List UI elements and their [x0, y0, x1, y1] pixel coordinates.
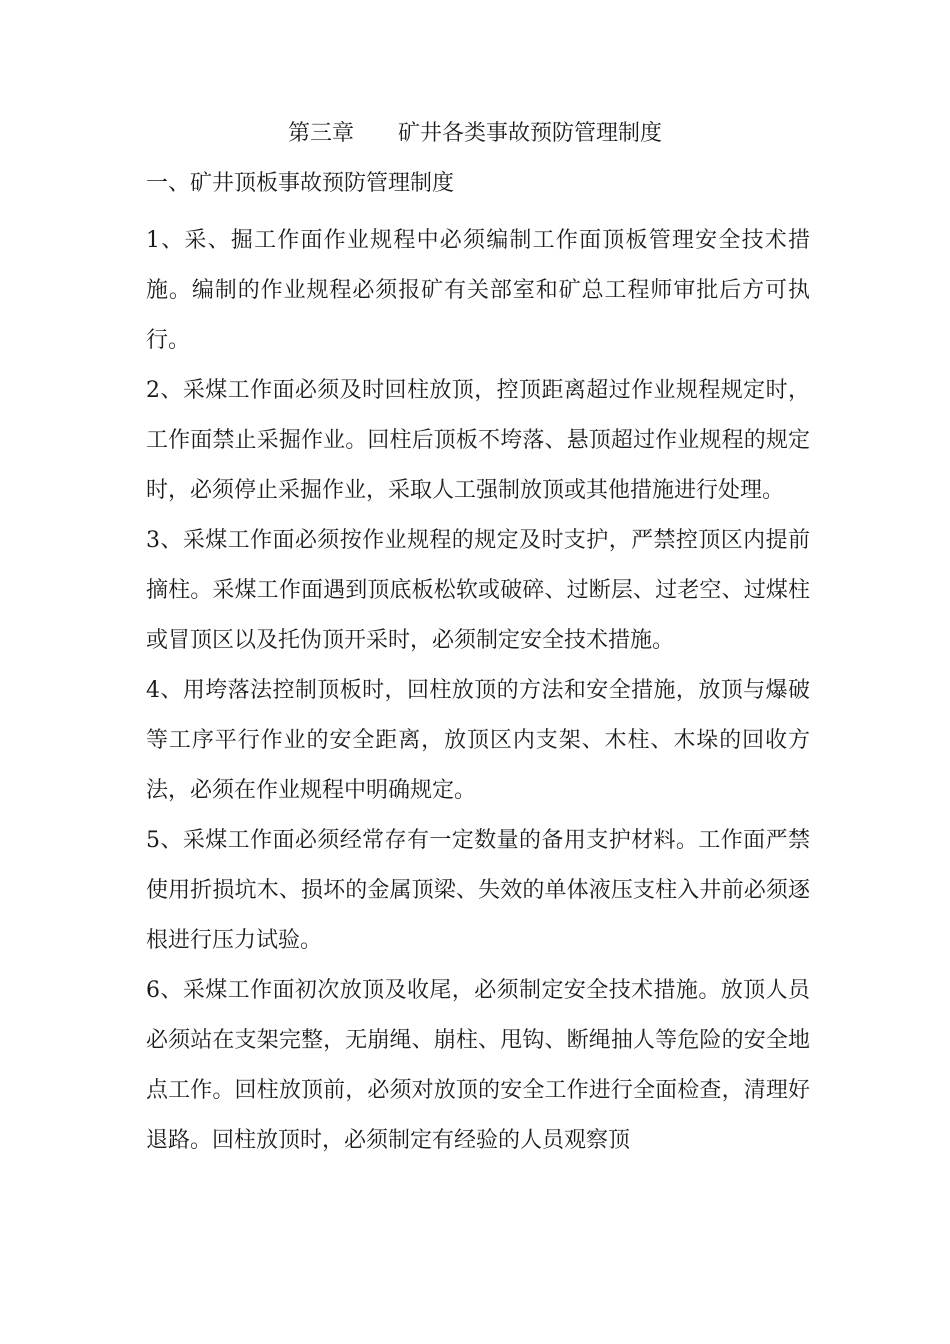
chapter-title: 第三章 矿井各类事故预防管理制度 — [287, 121, 662, 146]
section-heading: 一、矿井顶板事故预防管理制度 — [146, 171, 455, 196]
paragraph-5: 5、采煤工作面必须经常存有一定数量的备用支护材料。工作面严禁使用折损坑木、损坏的金属顶梁、失效的单体液压支柱入井前必须逐根进行压力试验。 — [146, 828, 810, 953]
paragraph-4: 4、用垮落法控制顶板时，回柱放顶的方法和安全措施，放顶与爆破等工序平行作业的安全距离，放顶区内支架、木柱、木垛的回收方法，必须在作业规程中明确规定。 — [146, 678, 810, 803]
paragraph-2: 2、采煤工作面必须及时回柱放顶，控顶距离超过作业规程规定时，工作面禁止采掘作业。回柱后顶板不垮落、悬顶超过作业规程的规定时，必须停止采掘作业，采取人工强制放顶或其他措施进行处理。 — [146, 378, 810, 503]
paragraph-6: 6、采煤工作面初次放顶及收尾，必须制定安全技术措施。放顶人员必须站在支架完整，无崩绳、崩柱、甩钩、断绳抽人等危险的安全地点工作。回柱放顶前，必须对放顶的安全工作进行全面检查，清理好退路。回柱放顶时，必须制定有经验的人员观察顶 — [146, 978, 810, 1153]
paragraph-3: 3、采煤工作面必须按作业规程的规定及时支护，严禁控顶区内提前摘柱。采煤工作面遇到顶底板松软或破碎、过断层、过老空、过煤柱或冒顶区以及托伪顶开采时，必须制定安全技术措施。 — [146, 528, 810, 653]
paragraph-1: 1、采、掘工作面作业规程中必须编制工作面顶板管理安全技术措施。编制的作业规程必须报矿有关部室和矿总工程师审批后方可执行。 — [146, 228, 810, 353]
body-text — [146, 216, 810, 1166]
